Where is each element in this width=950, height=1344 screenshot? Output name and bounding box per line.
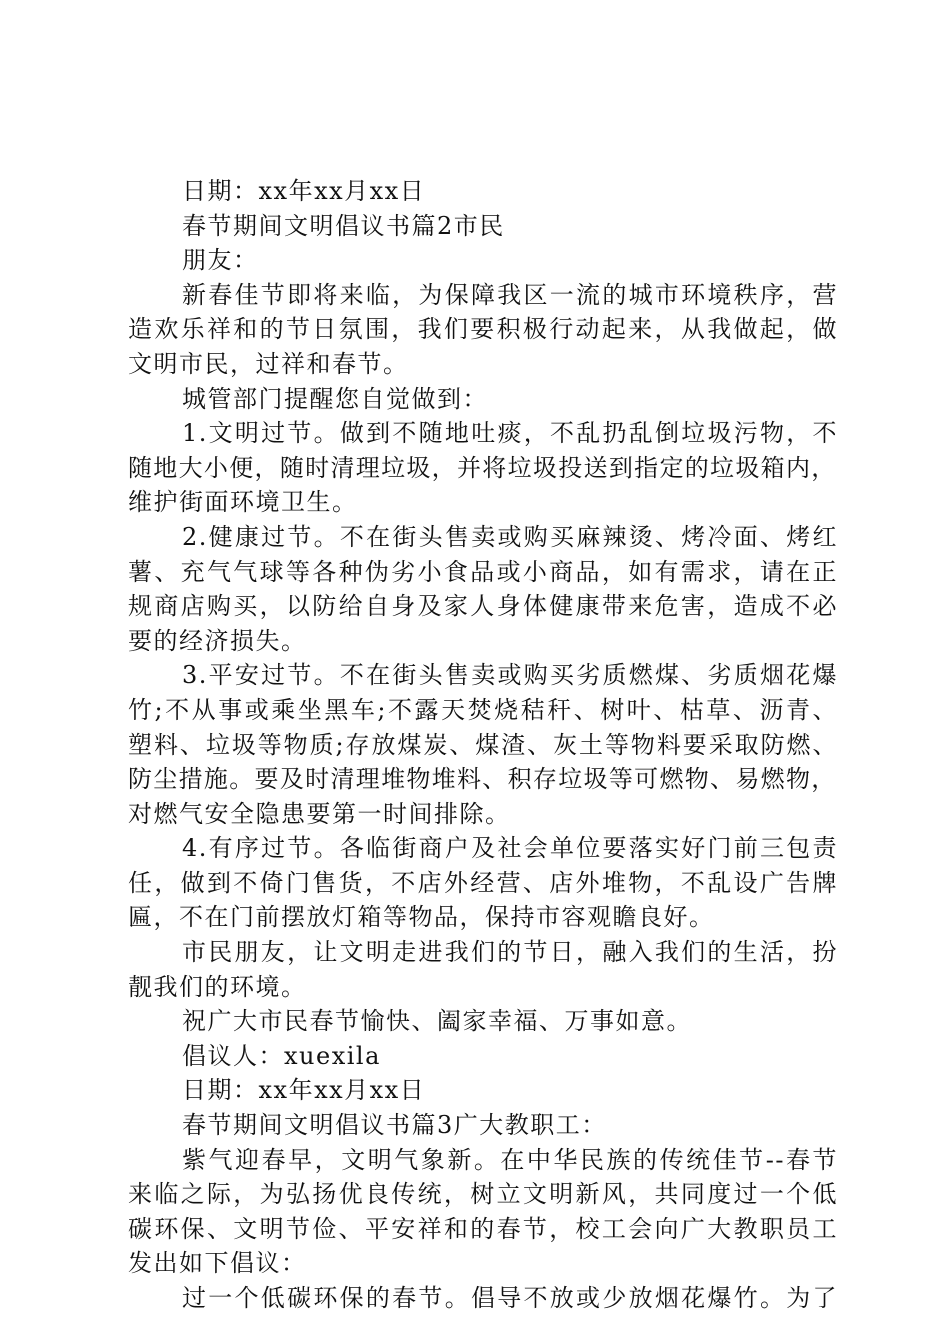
- document-line: 春节期间文明倡议书篇3广大教职工：: [182, 1111, 607, 1140]
- document-line: 碳环保、文明节俭、平安祥和的春节，校工会向广大教职员工: [128, 1214, 838, 1243]
- document-line: 匾，不在门前摆放灯箱等物品，保持市容观瞻良好。: [128, 903, 715, 932]
- document-line: 靓我们的环境。: [128, 972, 307, 1001]
- document-line: 竹;不从事或乘坐黑车;不露天焚烧秸秆、树叶、枯草、沥青、: [128, 695, 838, 724]
- document-line: 薯、充气气球等各种伪劣小食品或小商品，如有需求，请在正: [128, 557, 838, 586]
- document-line: 春节期间文明倡议书篇2市民: [182, 211, 505, 240]
- document-line: 日期：xx年xx月xx日: [182, 177, 426, 205]
- document-line: 过一个低碳环保的春节。倡导不放或少放烟花爆竹。为了: [182, 1284, 838, 1312]
- document-line: 对燃气安全隐患要第一时间排除。: [128, 799, 511, 828]
- document-line: 造欢乐祥和的节日氛围，我们要积极行动起来，从我做起，做: [128, 315, 838, 344]
- document-line: 市民朋友，让文明走进我们的节日，融入我们的生活，扮: [182, 938, 838, 967]
- document-line: 1.文明过节。做到不随地吐痰，不乱扔乱倒垃圾污物，不: [182, 419, 838, 448]
- document-line: 城管部门提醒您自觉做到：: [182, 384, 488, 413]
- document-line: 2.健康过节。不在街头售卖或购买麻辣烫、烤冷面、烤红: [182, 522, 838, 551]
- document-line: 文明市民，过祥和春节。: [128, 349, 409, 378]
- document-line: 任，做到不倚门售货，不店外经营、店外堆物，不乱设广告牌: [128, 868, 838, 897]
- document-body: [128, 174, 838, 1316]
- document-line: 3.平安过节。不在街头售卖或购买劣质燃煤、劣质烟花爆: [182, 661, 838, 690]
- document-line: 规商店购买，以防给自身及家人身体健康带来危害，造成不必: [128, 592, 838, 621]
- document-line: 紫气迎春早，文明气象新。在中华民族的传统佳节--春节: [182, 1145, 838, 1174]
- document-line: 塑料、垃圾等物质;存放煤炭、煤渣、灰土等物料要采取防燃、: [128, 730, 838, 759]
- document-line: 随地大小便，随时清理垃圾，并将垃圾投送到指定的垃圾箱内，: [128, 453, 837, 482]
- document-line: 新春佳节即将来临，为保障我区一流的城市环境秩序，营: [182, 280, 838, 309]
- document-line: 祝广大市民春节愉快、阖家幸福、万事如意。: [182, 1007, 692, 1036]
- document-line: 发出如下倡议：: [128, 1249, 307, 1278]
- document-line: 倡议人：xuexila: [182, 1041, 381, 1070]
- document-line: 朋友：: [182, 246, 259, 275]
- document-line: 要的经济损失。: [128, 626, 307, 655]
- document-line: 防尘措施。要及时清理堆物堆料、积存垃圾等可燃物、易燃物，: [128, 765, 837, 794]
- document-line: 4.有序过节。各临街商户及社会单位要落实好门前三包责: [182, 834, 838, 863]
- document-line: 日期：xx年xx月xx日: [182, 1076, 426, 1105]
- document-line: 维护街面环境卫生。: [128, 488, 358, 517]
- document-line: 来临之际，为弘扬优良传统，树立文明新风，共同度过一个低: [128, 1180, 838, 1209]
